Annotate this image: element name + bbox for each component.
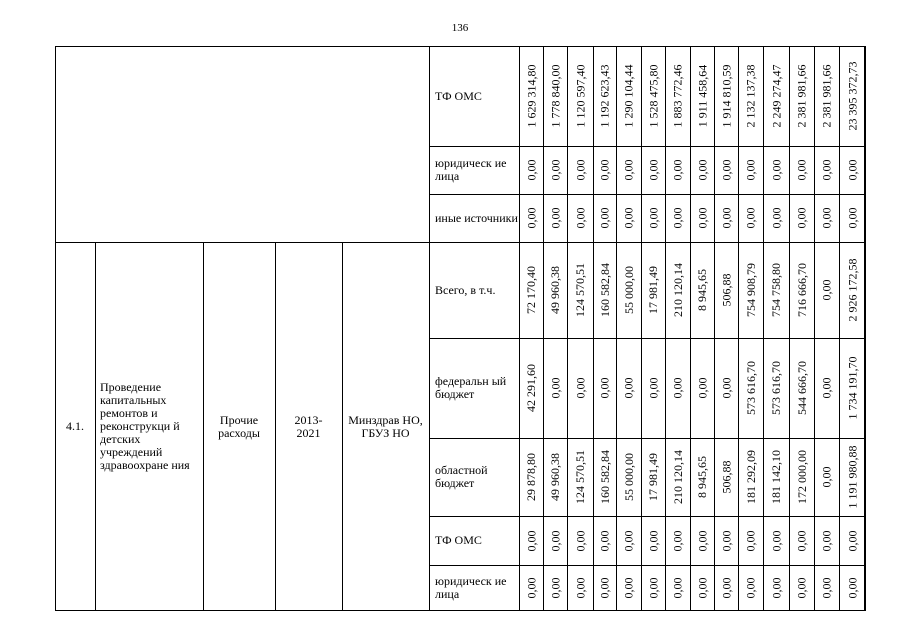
value-cell	[519, 516, 543, 565]
value-cell	[814, 516, 839, 565]
value-cell	[616, 565, 641, 611]
value-cell	[543, 565, 567, 611]
value-cell	[616, 516, 641, 565]
block-separator-line	[55, 242, 429, 243]
value-text: 0,00	[597, 377, 612, 399]
value-cell	[593, 242, 616, 338]
value-text: 2 132 137,38	[743, 64, 758, 128]
value-cell	[543, 516, 567, 565]
column-divider-line	[95, 242, 96, 611]
row-label: Всего, в т.ч.	[435, 282, 496, 297]
value-cell	[519, 338, 543, 438]
value-text: 0,00	[670, 377, 685, 399]
value-text: 8 945,65	[695, 269, 709, 311]
value-text: 181 292,09	[743, 450, 758, 504]
value-cell	[763, 46, 789, 146]
value-text: 2 381 981,66	[819, 64, 834, 128]
value-text: 210 120,14	[670, 450, 685, 504]
row-label: ТФ ОМС	[435, 533, 482, 547]
value-text: 160 582,84	[597, 263, 612, 317]
value-cell	[567, 338, 593, 438]
value-text: 0,00	[597, 530, 612, 551]
value-cell	[690, 46, 714, 146]
value-cell	[738, 338, 763, 438]
value-text: 506,88	[719, 460, 733, 494]
value-text: 754 908,79	[743, 263, 758, 317]
column-divider-line	[342, 242, 343, 611]
value-cell	[543, 338, 567, 438]
value-cell	[690, 516, 714, 565]
value-text: 0,00	[573, 377, 587, 399]
row-label: юридическ ие лица	[435, 574, 507, 601]
value-text: 0,00	[719, 530, 733, 551]
value-cell	[567, 565, 593, 611]
value-text: 55 000,00	[621, 266, 636, 314]
value-cell	[714, 194, 738, 242]
value-cell	[567, 146, 593, 194]
value-cell	[567, 46, 593, 146]
value-cell	[567, 516, 593, 565]
value-cell	[789, 146, 814, 194]
value-cell	[519, 146, 543, 194]
value-cell	[593, 146, 616, 194]
value-text: 573 616,70	[743, 361, 758, 415]
value-cell	[616, 338, 641, 438]
value-text: 0,00	[695, 159, 709, 181]
value-cell	[714, 46, 738, 146]
value-text: 0,00	[845, 207, 859, 229]
value-text: 0,00	[573, 577, 587, 599]
value-text: 0,00	[695, 207, 709, 229]
row-label: юридическ ие лица	[435, 156, 507, 183]
value-text: 0,00	[621, 530, 636, 551]
value-cell	[839, 242, 865, 338]
value-text: 0,00	[794, 530, 809, 551]
value-cell	[789, 438, 814, 516]
value-cell	[814, 338, 839, 438]
value-text: 181 142,10	[769, 450, 783, 504]
value-cell	[665, 46, 690, 146]
budget-table	[55, 46, 865, 611]
value-cell	[814, 242, 839, 338]
value-cell	[593, 46, 616, 146]
value-text: 0,00	[621, 207, 636, 229]
value-cell	[593, 194, 616, 242]
value-text: 0,00	[794, 577, 809, 599]
value-text: 506,88	[719, 273, 733, 307]
value-cell	[839, 146, 865, 194]
value-text: 0,00	[819, 377, 834, 399]
value-cell	[543, 46, 567, 146]
value-text: 0,00	[646, 530, 660, 551]
value-cell	[665, 146, 690, 194]
value-text: 0,00	[794, 159, 809, 181]
value-text: 0,00	[670, 207, 685, 229]
value-text: 0,00	[597, 577, 612, 599]
value-cell	[763, 242, 789, 338]
value-cell	[519, 242, 543, 338]
value-text: 17 981,49	[646, 453, 660, 501]
value-text: 17 981,49	[646, 266, 660, 314]
value-text: 1 883 772,46	[670, 64, 685, 128]
value-cell	[665, 565, 690, 611]
value-text: 0,00	[769, 577, 783, 599]
value-text: 0,00	[524, 207, 538, 229]
value-cell	[763, 565, 789, 611]
value-cell	[789, 565, 814, 611]
value-cell	[789, 242, 814, 338]
value-text: 0,00	[819, 530, 834, 551]
value-cell	[543, 146, 567, 194]
value-text: 124 570,51	[573, 263, 587, 317]
value-cell	[738, 46, 763, 146]
value-text: 0,00	[769, 207, 783, 229]
value-cell	[839, 338, 865, 438]
value-cell	[567, 242, 593, 338]
value-text: 1 778 840,00	[548, 64, 562, 128]
value-text: 160 582,84	[597, 450, 612, 504]
value-cell	[690, 338, 714, 438]
value-text: 0,00	[769, 159, 783, 181]
value-cell	[665, 516, 690, 565]
value-cell	[714, 242, 738, 338]
value-text: 0,00	[597, 207, 612, 229]
value-cell	[789, 194, 814, 242]
value-text: 573 616,70	[769, 361, 783, 415]
value-cell	[641, 565, 665, 611]
value-text: 0,00	[819, 279, 834, 301]
value-text: 0,00	[743, 207, 758, 229]
value-cell	[814, 194, 839, 242]
value-text: 0,00	[548, 377, 562, 399]
value-cell	[616, 46, 641, 146]
value-text: 0,00	[621, 159, 636, 181]
value-cell	[714, 438, 738, 516]
value-text: 23 395 372,73	[845, 61, 859, 131]
value-text: 754 758,80	[769, 263, 783, 317]
value-cell	[789, 46, 814, 146]
value-text: 1 528 475,80	[646, 64, 660, 128]
value-cell	[593, 516, 616, 565]
value-text: 0,00	[597, 159, 612, 181]
value-text: 42 291,60	[524, 364, 538, 412]
value-cell	[593, 338, 616, 438]
value-text: 1 192 623,43	[597, 64, 612, 128]
executor: Минздрав НО, ГБУЗ НО	[348, 412, 423, 440]
value-text: 1 629 314,80	[524, 64, 538, 128]
value-cell	[839, 516, 865, 565]
value-cell	[714, 565, 738, 611]
value-cell	[616, 438, 641, 516]
value-cell	[738, 516, 763, 565]
value-text: 55 000,00	[621, 453, 636, 501]
value-cell	[814, 46, 839, 146]
value-cell	[763, 338, 789, 438]
value-text: 0,00	[524, 577, 538, 599]
value-text: 0,00	[819, 207, 834, 229]
value-text: 0,00	[819, 577, 834, 599]
value-cell	[616, 194, 641, 242]
value-text: 0,00	[695, 577, 709, 599]
value-cell	[763, 194, 789, 242]
value-text: 0,00	[646, 159, 660, 181]
value-cell	[839, 565, 865, 611]
value-text: 124 570,51	[573, 450, 587, 504]
value-text: 210 120,14	[670, 263, 685, 317]
value-text: 0,00	[719, 207, 733, 229]
value-text: 544 666,70	[794, 361, 809, 415]
value-cell	[690, 242, 714, 338]
item-name: Проведение капитальных ремонтов и реконструкци й детских учреждений здравоохране ния	[100, 380, 190, 472]
value-text: 1 734 191,70	[845, 356, 859, 420]
value-text: 1 191 980,88	[845, 445, 859, 509]
value-text: 716 666,70	[794, 263, 809, 317]
row-label: областной бюджет	[435, 463, 488, 490]
value-cell	[665, 194, 690, 242]
value-cell	[738, 194, 763, 242]
value-cell	[763, 438, 789, 516]
value-text: 0,00	[548, 207, 562, 229]
value-cell	[543, 438, 567, 516]
item-number: 4.1.	[66, 419, 84, 433]
value-text: 0,00	[646, 577, 660, 599]
value-text: 2 249 274,47	[769, 64, 783, 128]
value-cell	[789, 516, 814, 565]
value-cell	[665, 438, 690, 516]
value-cell	[738, 242, 763, 338]
value-text: 172 000,00	[794, 450, 809, 504]
value-cell	[616, 242, 641, 338]
value-cell	[641, 242, 665, 338]
value-text: 0,00	[845, 530, 859, 551]
value-cell	[641, 338, 665, 438]
value-text: 0,00	[573, 530, 587, 551]
value-cell	[714, 338, 738, 438]
value-text: 0,00	[845, 159, 859, 181]
value-cell	[519, 46, 543, 146]
value-text: 0,00	[646, 377, 660, 399]
column-divider-line	[275, 242, 276, 611]
value-text: 0,00	[719, 577, 733, 599]
value-cell	[690, 194, 714, 242]
value-cell	[814, 565, 839, 611]
value-cell	[738, 146, 763, 194]
value-text: 0,00	[670, 530, 685, 551]
value-text: 0,00	[743, 530, 758, 551]
value-cell	[763, 146, 789, 194]
value-text: 0,00	[769, 530, 783, 551]
value-text: 0,00	[573, 159, 587, 181]
value-cell	[814, 438, 839, 516]
value-text: 0,00	[670, 577, 685, 599]
value-text: 2 926 172,58	[845, 258, 859, 322]
value-cell	[690, 146, 714, 194]
value-cell	[641, 194, 665, 242]
value-column-line	[865, 46, 866, 611]
row-label: иные источники	[435, 210, 518, 225]
value-cell	[690, 565, 714, 611]
value-cell	[738, 565, 763, 611]
value-text: 1 290 104,44	[621, 64, 636, 128]
value-text: 0,00	[695, 530, 709, 551]
value-text: 8 945,65	[695, 456, 709, 498]
value-text: 49 960,38	[548, 453, 562, 501]
value-cell	[665, 338, 690, 438]
value-text: 0,00	[548, 159, 562, 181]
value-cell	[641, 438, 665, 516]
value-text: 0,00	[743, 159, 758, 181]
value-cell	[641, 516, 665, 565]
value-cell	[616, 146, 641, 194]
value-cell	[714, 146, 738, 194]
value-text: 1 914 810,59	[719, 64, 733, 128]
value-cell	[839, 46, 865, 146]
value-text: 0,00	[719, 159, 733, 181]
value-text: 0,00	[670, 159, 685, 181]
expense-type: Прочие расходы	[218, 412, 260, 440]
value-cell	[519, 565, 543, 611]
value-text: 0,00	[548, 530, 562, 551]
value-text: 29 878,80	[524, 453, 538, 501]
column-divider-line	[203, 242, 204, 611]
value-cell	[641, 146, 665, 194]
value-text: 0,00	[719, 377, 733, 399]
value-cell	[641, 46, 665, 146]
value-cell	[763, 516, 789, 565]
page-number: 136	[451, 22, 469, 34]
value-cell	[593, 565, 616, 611]
value-text: 0,00	[621, 377, 636, 399]
value-cell	[738, 438, 763, 516]
value-text: 0,00	[695, 377, 709, 399]
value-text: 0,00	[573, 207, 587, 229]
value-text: 0,00	[548, 577, 562, 599]
value-text: 0,00	[794, 207, 809, 229]
value-cell	[593, 438, 616, 516]
value-cell	[519, 194, 543, 242]
value-text: 1 120 597,40	[573, 64, 587, 128]
value-cell	[814, 146, 839, 194]
value-cell	[690, 438, 714, 516]
value-cell	[567, 438, 593, 516]
value-cell	[839, 194, 865, 242]
value-text: 0,00	[646, 207, 660, 229]
value-text: 0,00	[743, 577, 758, 599]
value-cell	[543, 194, 567, 242]
value-text: 0,00	[845, 577, 859, 599]
value-cell	[789, 338, 814, 438]
value-text: 2 381 981,66	[794, 64, 809, 128]
value-text: 49 960,38	[548, 266, 562, 314]
value-text: 0,00	[819, 466, 834, 488]
value-cell	[567, 194, 593, 242]
value-cell	[543, 242, 567, 338]
value-cell	[665, 242, 690, 338]
value-text: 0,00	[819, 159, 834, 181]
value-text: 0,00	[524, 159, 538, 181]
value-cell	[714, 516, 738, 565]
period: 2013-2021	[294, 412, 323, 440]
row-label: ТФ ОМС	[435, 88, 482, 103]
value-text: 0,00	[524, 530, 538, 551]
value-text: 1 911 458,64	[695, 64, 709, 128]
value-cell	[839, 438, 865, 516]
value-cell	[519, 438, 543, 516]
table-border-left	[55, 46, 56, 611]
value-text: 72 170,40	[524, 266, 538, 314]
row-label: федеральн ый бюджет	[435, 374, 507, 401]
value-text: 0,00	[621, 577, 636, 599]
